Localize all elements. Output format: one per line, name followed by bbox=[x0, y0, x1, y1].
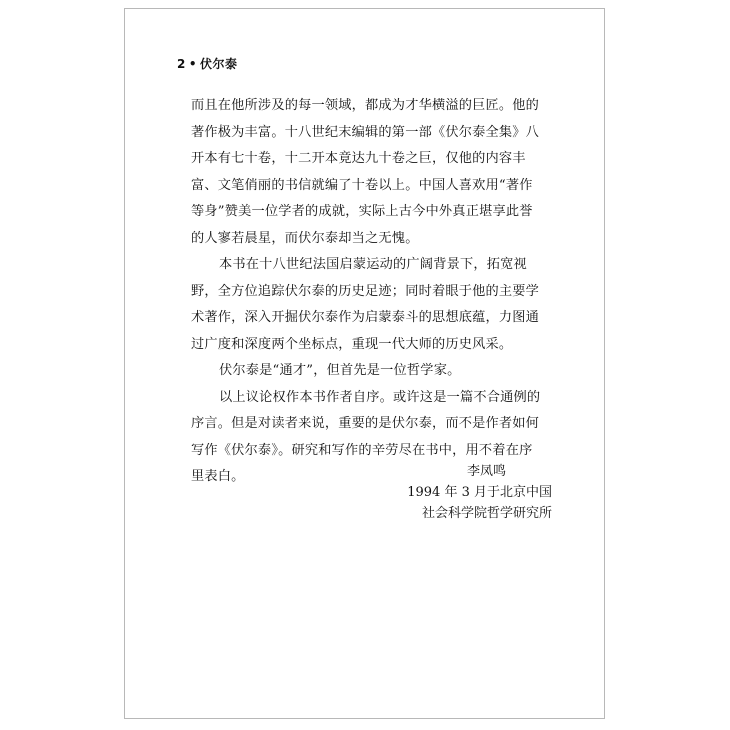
text-line: 序言。但是对读者来说，重要的是伏尔泰，而不是作者如何 bbox=[191, 416, 540, 431]
signature-institution: 社会科学院哲学研究所 bbox=[421, 506, 552, 521]
text-line: 伏尔泰是“通才”，但首先是一位哲学家。 bbox=[219, 363, 461, 378]
text-line: 而且在他所涉及的每一领域，都成为才华横溢的巨匠。他的 bbox=[191, 98, 540, 113]
text-line: 富、文笔俏丽的书信就编了十卷以上。中国人喜欢用“著作 bbox=[191, 177, 533, 193]
text-line: 过广度和深度两个坐标点，重现一代大师的历史风采。 bbox=[191, 336, 513, 352]
text-line: 本书在十八世纪法国启蒙运动的广阔背景下，拓宽视 bbox=[219, 257, 527, 272]
header-separator: • bbox=[188, 57, 198, 71]
signature-date-place: 1994 年 3 月于北京中国 bbox=[407, 485, 552, 500]
running-header bbox=[177, 55, 238, 72]
signature-block bbox=[407, 461, 552, 524]
body-text bbox=[191, 93, 545, 491]
header-title: 伏尔泰 bbox=[200, 57, 238, 71]
text-line: 开本有七十卷，十二开本竟达九十卷之巨，仅他的内容丰 bbox=[191, 151, 526, 166]
text-line: 里表白。 bbox=[191, 469, 245, 484]
page-number: 2 bbox=[177, 57, 186, 71]
book-page bbox=[124, 8, 605, 719]
text-line: 的人寥若晨星，而伏尔泰却当之无愧。 bbox=[191, 230, 419, 246]
text-line: 写作《伏尔泰》。研究和写作的辛劳尽在书中，用不着在序 bbox=[191, 442, 533, 458]
text-line: 等身”赞美一位学者的成就，实际上古今中外真正堪享此誉 bbox=[191, 204, 533, 219]
text-line: 术著作，深入开掘伏尔泰作为启蒙泰斗的思想底蕴，力图通 bbox=[191, 310, 540, 325]
text-line: 著作极为丰富。十八世纪末编辑的第一部《伏尔泰全集》八 bbox=[191, 124, 540, 140]
text-line: 以上议论权作本书作者自序。或许这是一篇不合通例的 bbox=[219, 389, 541, 405]
text-line: 野，全方位追踪伏尔泰的历史足迹；同时着眼于他的主要学 bbox=[191, 283, 540, 299]
signature-author: 李凤鸣 bbox=[466, 464, 506, 479]
